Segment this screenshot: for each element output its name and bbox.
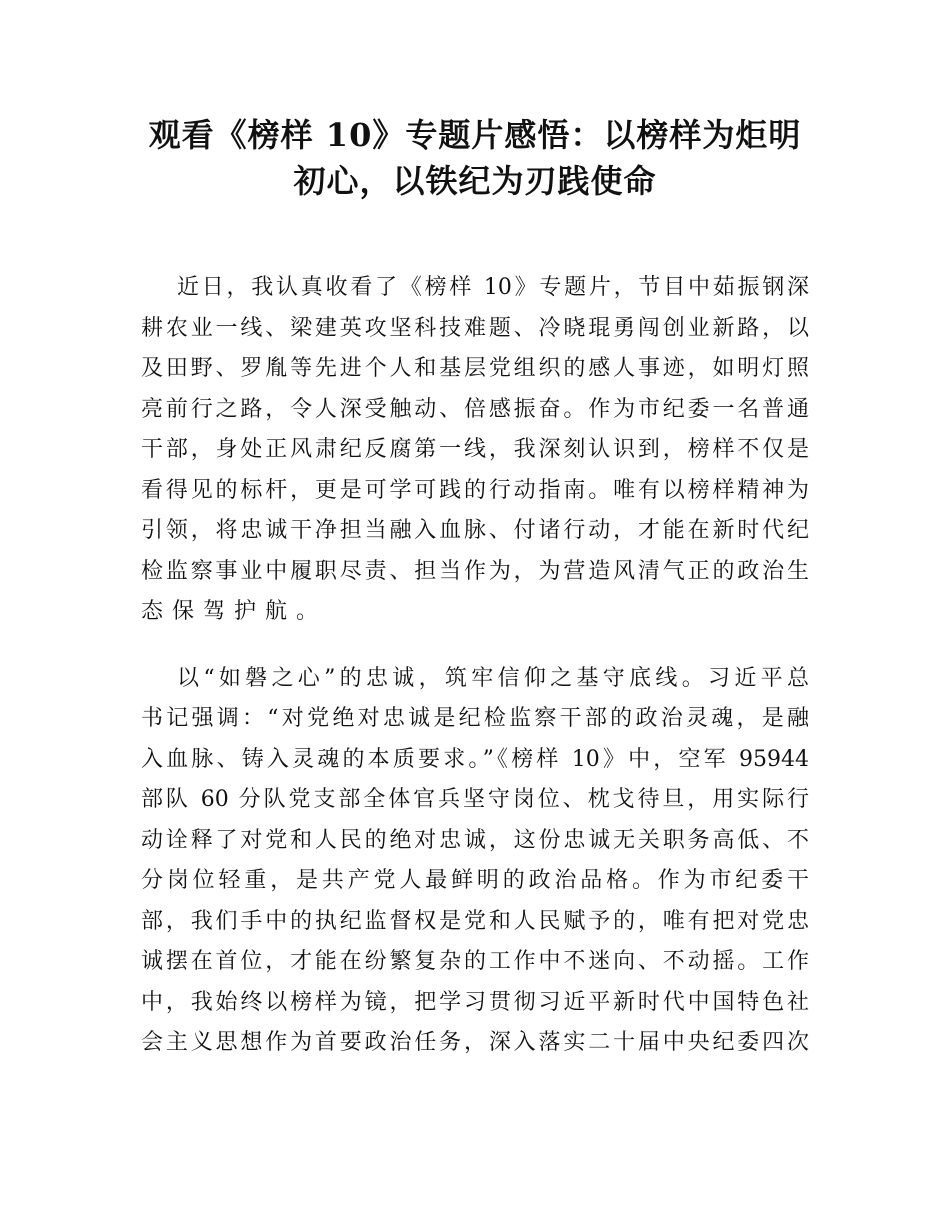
paragraph-1 (141, 268, 809, 633)
text-line: 入血脉、铸入灵魂的本质要求。”《榜样 10》中，空军 95944 (141, 746, 809, 772)
text-line: 诚摆在首位，才能在纷繁复杂的工作中不迷向、不动摇。工作 (141, 949, 809, 974)
text-line: 以“如磐之心”的忠诚，筑牢信仰之基守底线。习近平总 (177, 665, 809, 691)
text-line: 引领，将忠诚干净担当融入血脉、付诸行动，才能在新时代纪 (141, 518, 809, 543)
title-line: 初心，以铁纪为刃践使命 (293, 162, 657, 200)
title-line: 观看《榜样 10》专题片感悟：以榜样为炬明 (148, 116, 802, 154)
text-line: 书记强调：“对党绝对忠诚是纪检监察干部的政治灵魂，是融 (141, 706, 809, 731)
text-line: 检监察事业中履职尽责、担当作为，为营造风清气正的政治生 (141, 558, 809, 584)
text-line: 亮前行之路，令人深受触动、倍感振奋。作为市纪委一名普通 (141, 396, 809, 422)
text-line: 干部，身处正风肃纪反腐第一线，我深刻认识到，榜样不仅是 (141, 437, 809, 462)
text-line: 会主义思想作为首要政治任务，深入落实二十届中央纪委四次 (141, 1030, 809, 1055)
text-line: 及田野、罗胤等先进个人和基层党组织的感人事迹，如明灯照 (141, 356, 809, 381)
text-line: 态保驾护航。 (141, 599, 328, 624)
text-line: 中，我始终以榜样为镜，把学习贯彻习近平新时代中国特色社 (141, 989, 809, 1015)
text-line: 动诠释了对党和人民的绝对忠诚，这份忠诚无关职务高低、不 (141, 827, 809, 853)
document-body (141, 268, 809, 1090)
text-line: 部，我们手中的执纪监督权是党和人民赋予的，唯有把对党忠 (141, 908, 809, 934)
text-line: 看得见的标杆，更是可学可践的行动指南。唯有以榜样精神为 (141, 477, 809, 503)
paragraph-2 (141, 659, 809, 1064)
text-line: 近日，我认真收看了《榜样 10》专题片，节目中茹振钢深 (177, 275, 809, 300)
text-line: 部队 60 分队党支部全体官兵坚守岗位、枕戈待旦，用实际行 (141, 787, 809, 812)
text-line: 分岗位轻重，是共产党人最鲜明的政治品格。作为市纪委干 (141, 868, 809, 893)
document-title (100, 112, 850, 204)
text-line: 耕农业一线、梁建英攻坚科技难题、冷晓琨勇闯创业新路，以 (141, 315, 809, 341)
